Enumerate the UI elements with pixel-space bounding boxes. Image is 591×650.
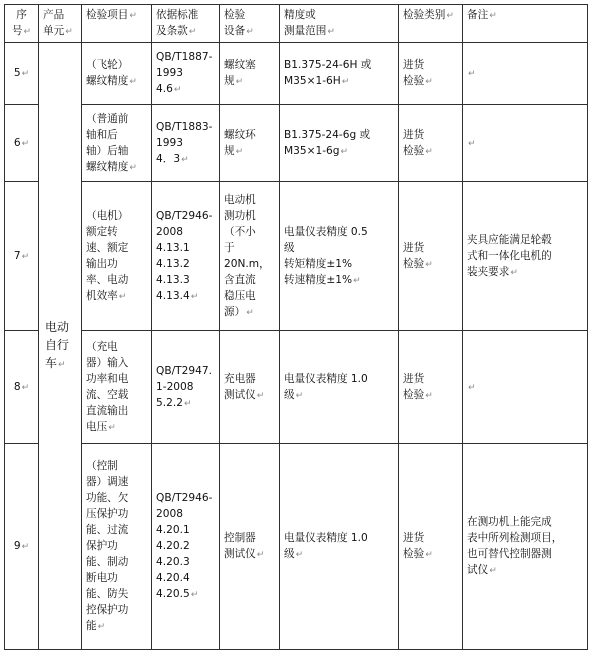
row-inspection-item (82, 105, 152, 182)
row-standard (152, 105, 220, 182)
cell-line: 4.20.4 (156, 572, 190, 584)
cell-line: 试仪 ↵ (467, 562, 583, 579)
cell-line: 转矩精度±1% (284, 257, 353, 270)
row-standard (152, 331, 220, 444)
cell-line: 机效率 ↵ (86, 288, 147, 305)
cell-line: 4.6 ↵ (156, 81, 215, 98)
header-standard (152, 5, 220, 43)
cell-line: 稳压电 (224, 289, 256, 302)
header-seq (5, 5, 39, 43)
cell-line: （不小 (224, 225, 256, 238)
cell-line: （飞轮） (86, 59, 129, 71)
cell-line: 流、空载 (86, 388, 129, 401)
row-inspection-item (82, 331, 152, 444)
cell-line: 测试仪 ↵ (224, 387, 275, 404)
cell-line: 规 ↵ (224, 143, 275, 160)
cell-line: 检验 ↵ (403, 387, 458, 404)
cell-line: 螺纹环 (224, 128, 256, 141)
header-precision (280, 5, 399, 43)
cell-line: 自行 (45, 338, 70, 352)
row-remark (463, 105, 588, 182)
cell-line: 单元 ↵ (43, 23, 77, 40)
cell-line: 转速精度±1% ↵ (284, 272, 394, 289)
cell-line: 能、防失 (86, 588, 129, 600)
header-category (399, 5, 463, 43)
row-standard (152, 182, 220, 331)
cell-line: 轴和后 (86, 128, 118, 141)
cell-line: 也可替代控制器测 (467, 548, 552, 560)
cell-line: 保护功 (86, 540, 118, 552)
cell-line: 4.13.2 (156, 257, 190, 270)
cell-line: 充电器 (224, 372, 256, 385)
row-equipment (220, 43, 280, 105)
row-seq: 5 ↵ (5, 43, 39, 105)
cell-line: QB/T1883- (156, 120, 213, 133)
cell-line: QB/T1887- (156, 51, 213, 63)
row-equipment (220, 105, 280, 182)
cell-line: 在测功机上能完成 (467, 516, 552, 528)
cell-line: 2008 (156, 225, 183, 238)
cell-line: 率、电动 (86, 273, 129, 286)
cell-line: 检验 ↵ (403, 143, 458, 160)
cell-line: 电动机 (224, 193, 256, 206)
cell-line: 1993 (156, 136, 183, 149)
cell-line: 进货 (403, 241, 425, 254)
header-row (5, 5, 588, 43)
row-standard (152, 444, 220, 650)
cell-line: 含直流 (224, 273, 256, 286)
inspection-table (4, 4, 588, 650)
cell-line: 螺纹塞 (224, 59, 256, 71)
cell-line: 20N.m， (224, 257, 270, 270)
cell-line: （充电 (86, 340, 118, 353)
row-equipment (220, 444, 280, 650)
cell-line: 功能、欠 (86, 492, 129, 504)
cell-line: B1.375-24-6H 或 (284, 59, 372, 71)
cell-line: 车 ↵ (45, 354, 77, 374)
cell-line: 级 ↵ (284, 546, 394, 563)
cell-line: 检验类别 ↵ (403, 7, 458, 24)
cell-line: 于 (224, 241, 235, 254)
cell-line: 压保护功 (86, 508, 129, 520)
table-row (5, 105, 588, 182)
row-seq: 8 ↵ (5, 331, 39, 444)
cell-line: 电量仪表精度 0.5 (284, 225, 368, 238)
cell-line: 4．3 ↵ (156, 151, 215, 168)
row-category (399, 43, 463, 105)
cell-line: 检验 ↵ (403, 256, 458, 273)
row-remark (463, 444, 588, 650)
cell-line: 检验 ↵ (403, 73, 458, 90)
row-category (399, 331, 463, 444)
cell-line: 进货 (403, 59, 425, 71)
cell-line: 能、过流 (86, 524, 129, 536)
row-inspection-item (82, 43, 152, 105)
cell-line: 检验 (224, 9, 246, 21)
cell-line: 能、制动 (86, 556, 129, 568)
row-remark (463, 43, 588, 105)
cell-line: 控保护功 (86, 604, 129, 616)
row-precision (280, 182, 399, 331)
cell-line: 4.20.5 ↵ (156, 586, 215, 603)
cell-line: 螺纹精度 ↵ (86, 159, 147, 176)
cell-line: 测量范围 ↵ (284, 23, 394, 40)
row-seq: 7 ↵ (5, 182, 39, 331)
cell-line: 器）调速 (86, 476, 129, 488)
cell-line: 功率和电 (86, 372, 129, 385)
cell-line: 号 ↵ (9, 23, 34, 40)
row-precision (280, 444, 399, 650)
cell-line: 电动 (45, 320, 70, 334)
table-row (5, 331, 588, 444)
row-inspection-item (82, 182, 152, 331)
cell-line: 规 ↵ (224, 73, 275, 90)
row-equipment (220, 331, 280, 444)
cell-line: 4.13.1 (156, 241, 190, 254)
cell-line: 级 (284, 241, 295, 254)
cell-line: 及条款 ↵ (156, 23, 215, 40)
table-row (5, 444, 588, 650)
cell-line: 2008 (156, 508, 183, 520)
cell-line: 检验项目 ↵ (86, 7, 147, 24)
table-row (5, 43, 588, 105)
cell-line: M35×1-6g ↵ (284, 143, 394, 160)
cell-line: 1-2008 (156, 380, 194, 393)
row-standard (152, 43, 220, 105)
cell-line: 产品 (43, 9, 65, 21)
row-category (399, 105, 463, 182)
cell-line: 直流输出 (86, 404, 129, 417)
row-precision (280, 43, 399, 105)
row-seq: 9 ↵ (5, 444, 39, 650)
cell-line: 4.13.4 ↵ (156, 288, 215, 305)
cell-line: QB/T2946- (156, 209, 213, 222)
row-precision (280, 331, 399, 444)
cell-line: 进货 (403, 372, 425, 385)
row-category (399, 444, 463, 650)
cell-line: 输出功 (86, 257, 118, 270)
cell-line: 控制器 (224, 532, 256, 544)
row-inspection-item (82, 444, 152, 650)
cell-line: 额定转 (86, 225, 118, 238)
cell-line: 4.13.3 (156, 273, 190, 286)
cell-line: 轴）后轴 (86, 144, 129, 157)
cell-line: 电量仪表精度 1.0 (284, 532, 368, 544)
header-remark (463, 5, 588, 43)
cell-line: 检验 ↵ (403, 546, 458, 563)
row-equipment (220, 182, 280, 331)
cell-line: （电机） (86, 209, 129, 222)
cell-line: 精度或 (284, 9, 316, 21)
table-row (5, 182, 588, 331)
cell-line: 夹具应能满足轮毂 (467, 233, 552, 246)
cell-line: 4.20.3 (156, 556, 190, 568)
header-product-unit (39, 5, 82, 43)
cell-line: 器）输入 (86, 356, 129, 369)
cell-line: 5.2.2 ↵ (156, 395, 215, 412)
cell-line: 级 ↵ (284, 387, 394, 404)
cell-line: 表中所列检测项目， (467, 532, 563, 544)
cell-line: M35×1-6H ↵ (284, 73, 394, 90)
cell-line: 断电功 (86, 572, 118, 584)
row-precision (280, 105, 399, 182)
cell-line: 电量仪表精度 1.0 (284, 372, 368, 385)
cell-line: 4.20.2 (156, 540, 190, 552)
header-inspection-item (82, 5, 152, 43)
cell-line: 测功机 (224, 209, 256, 222)
cell-line: QB/T2946- (156, 492, 213, 504)
header-equipment (220, 5, 280, 43)
cell-line: 4.20.1 (156, 524, 190, 536)
cell-line: 备注 ↵ (467, 7, 583, 24)
row-remark (463, 182, 588, 331)
row-category (399, 182, 463, 331)
cell-line: 测试仪 ↵ (224, 546, 275, 563)
row-seq: 6 ↵ (5, 105, 39, 182)
row-remark (463, 331, 588, 444)
cell-line: 序 (16, 9, 27, 21)
cell-line: 设备 ↵ (224, 23, 275, 40)
cell-line: （普通前 (86, 112, 129, 125)
cell-line: 进货 (403, 128, 425, 141)
cell-line: 1993 (156, 67, 183, 79)
cell-line: （控制 (86, 460, 118, 472)
cell-line: 螺纹精度 ↵ (86, 73, 147, 90)
cell-line: 能 ↵ (86, 618, 147, 635)
cell-line: 速、额定 (86, 241, 129, 254)
cell-line: 式和一体化电机的 (467, 249, 552, 262)
cell-line: 源） ↵ (224, 304, 275, 321)
cell-line: 进货 (403, 532, 425, 544)
cell-line: QB/T2947. (156, 364, 212, 377)
cell-line: 装夹要求 ↵ (467, 264, 583, 281)
cell-line: 电压 ↵ (86, 419, 147, 436)
cell-line: B1.375-24-6g 或 (284, 128, 371, 141)
cell-line: 依据标准 (156, 9, 199, 21)
product-unit-cell (39, 43, 82, 650)
